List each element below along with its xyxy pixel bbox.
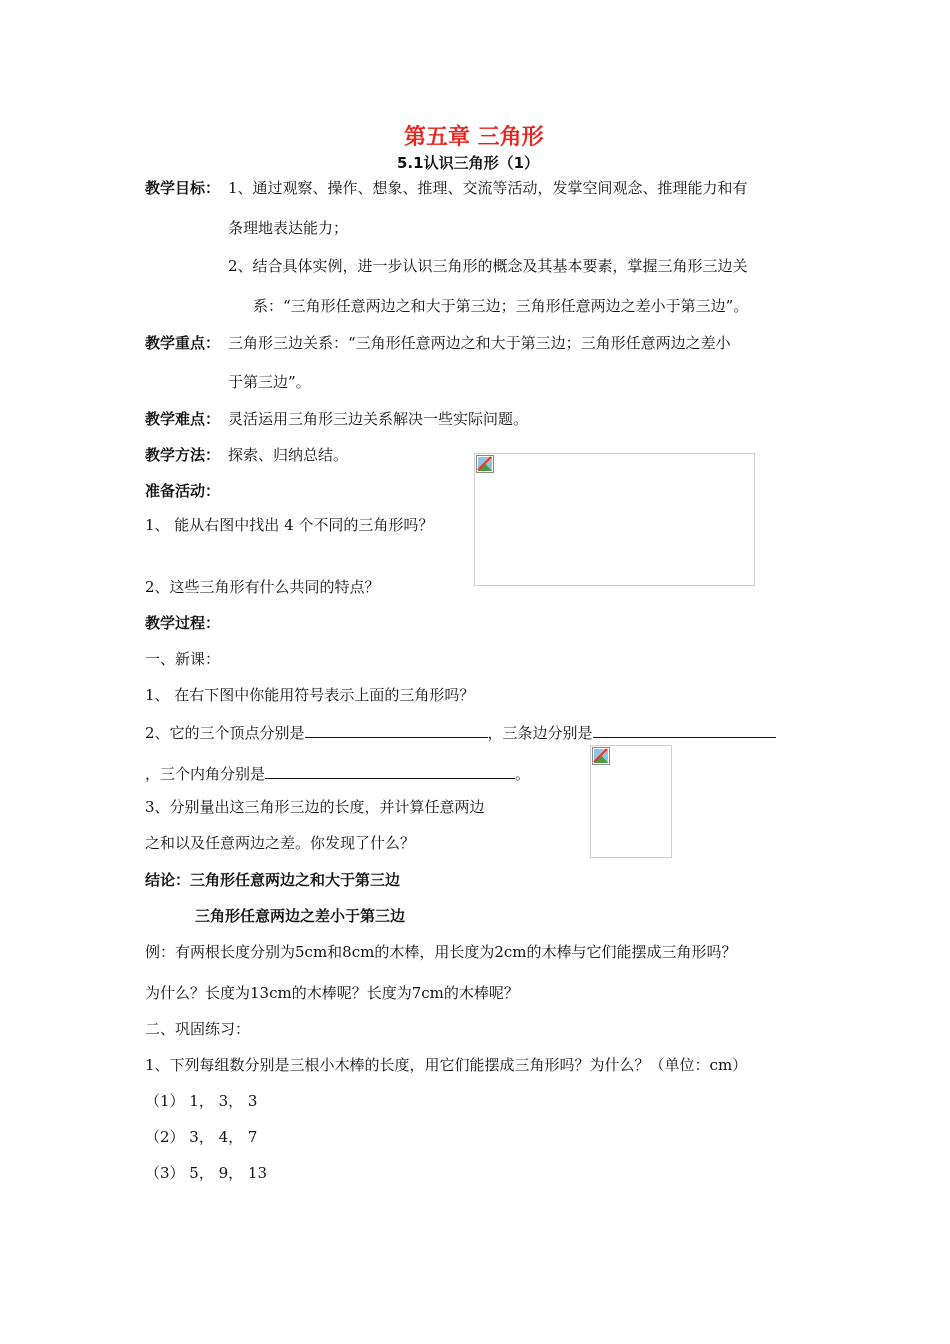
objectives-label: 教学目标： — [145, 179, 221, 197]
question-2-end: 。 — [515, 765, 531, 783]
broken-image-icon — [592, 747, 610, 765]
key-points-label: 教学重点： — [145, 334, 221, 352]
practice-item-2: （2） 3， 4， 7 — [145, 1128, 258, 1146]
question-2-vertices-text: 2、它的三个顶点分别是 — [145, 724, 305, 742]
practice-item-3: （3） 5， 9， 13 — [145, 1164, 268, 1182]
new-lesson-question-2-continued — [145, 762, 530, 784]
practice-item-1: （1） 1， 3， 3 — [145, 1092, 258, 1110]
new-lesson-question-3-line-2: 之和以及任意两边之差。你发现了什么？ — [145, 834, 416, 852]
preparation-question-2: 2、这些三角形有什么共同的特点？ — [145, 578, 380, 596]
preparation-question-1: 1、 能从右图中找出 4 个不同的三角形吗？ — [145, 516, 434, 534]
objectives-line-4: 系：“三角形任意两边之和大于第三边；三角形任意两边之差小于第三边”。 — [253, 297, 749, 315]
difficulty-label: 教学难点： — [145, 410, 221, 428]
sides-answer-blank — [593, 721, 776, 738]
vertices-answer-blank — [305, 721, 488, 738]
new-lesson-question-2 — [145, 721, 776, 743]
practice-question-1: 1、下列每组数分别是三根小木棒的长度，用它们能摆成三角形吗？为什么？（单位：cm） — [145, 1056, 748, 1074]
preparation-label: 准备活动： — [145, 482, 221, 500]
conclusion-line-1: 结论：三角形任意两边之和大于第三边 — [145, 871, 401, 889]
objectives-line-2: 条理地表达能力； — [228, 219, 349, 237]
new-lesson-heading: 一、新课： — [145, 650, 221, 668]
angles-answer-blank — [265, 762, 515, 779]
section-subtitle: 5.1认识三角形（1） — [397, 154, 540, 172]
process-label: 教学过程： — [145, 614, 221, 632]
new-lesson-question-3-line-1: 3、分别量出这三角形三边的长度，并计算任意两边 — [145, 798, 485, 816]
conclusion-line-2: 三角形任意两边之差小于第三边 — [195, 907, 406, 925]
key-points-line-1: 三角形三边关系：“三角形任意两边之和大于第三边；三角形任意两边之差小 — [228, 334, 731, 352]
method-label: 教学方法： — [145, 446, 221, 464]
question-2-sides-text: ，三条边分别是 — [487, 724, 593, 742]
practice-heading: 二、巩固练习： — [145, 1020, 251, 1038]
new-lesson-question-1: 1、 在右下图中你能用符号表示上面的三角形吗？ — [145, 686, 475, 704]
method-text: 探索、归纳总结。 — [228, 446, 349, 464]
objectives-line-1: 1、通过观察、操作、想象、推理、交流等活动，发掌空间观念、推理能力和有 — [228, 179, 748, 197]
triangles-figure-image — [474, 453, 755, 586]
difficulty-text: 灵活运用三角形三边关系解决一些实际问题。 — [228, 410, 529, 428]
triangle-figure-image — [590, 745, 672, 858]
question-2-angles-text: ，三个内角分别是 — [145, 765, 266, 783]
objectives-line-3: 2、结合具体实例，进一步认识三角形的概念及其基本要素，掌握三角形三边关 — [228, 257, 748, 275]
broken-image-icon — [476, 455, 494, 473]
example-line-1: 例：有两根长度分别为5cm和8cm的木棒，用长度为2cm的木棒与它们能摆成三角形吗？ — [145, 943, 737, 961]
key-points-line-2: 于第三边”。 — [228, 373, 311, 391]
page-title: 第五章 三角形 — [404, 125, 544, 150]
example-line-2: 为什么？长度为13cm的木棒呢？长度为7cm的木棒呢？ — [145, 984, 519, 1002]
